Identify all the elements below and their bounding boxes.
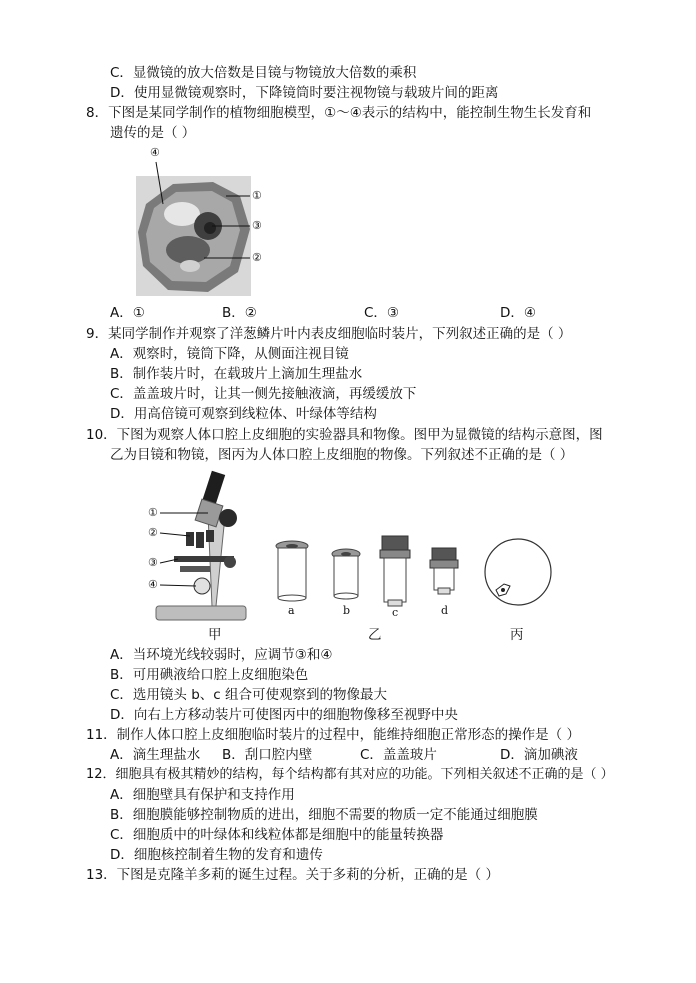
q7-option-d: D．使用显微镜观察时，下降镜筒时要注视物镜与载玻片间的距离 [110,85,499,101]
q11-option-c: C．盖盖玻片 [360,747,437,763]
microscope-label-3: ③ [148,556,158,569]
q8-stem-line1: 8．下图是某同学制作的植物细胞模型，①～④表示的结构中，能控制生物生长发育和 [86,105,592,121]
q8-option-c: C．③ [364,305,400,321]
q8-option-b: B．② [222,305,257,321]
q7-option-c: C．显微镜的放大倍数是目镜与物镜放大倍数的乘积 [110,65,417,81]
cell-label-1: ① [252,189,262,202]
q8-stem-line2: 遗传的是（ ） [110,125,196,141]
q9-stem: 9．某同学制作并观察了洋葱鳞片叶内表皮细胞临时装片，下列叙述正确的是（ ） [86,326,572,342]
microscope-image [146,466,256,626]
lens-label-c: c [392,606,399,619]
microscope-label-2: ② [148,526,158,539]
figure-caption-yi: 乙 [368,627,382,643]
q12-option-b: B．细胞膜能够控制物质的进出，细胞不需要的物质一定不能通过细胞膜 [110,807,538,823]
q10-option-b: B．可用碘液给口腔上皮细胞染色 [110,667,309,683]
q8-option-d: D．④ [500,305,536,321]
q13-stem: 13．下图是克隆羊多莉的诞生过程。关于多莉的分析，正确的是（ ） [86,867,499,883]
lens-label-b: b [343,604,351,617]
figure-caption-bing: 丙 [510,627,524,643]
q12-option-d: D．细胞核控制着生物的发育和遗传 [110,847,323,863]
q9-option-b: B．制作装片时，在载玻片上滴加生理盐水 [110,366,363,382]
cell-label-3: ③ [252,219,262,232]
lens-label-a: a [288,604,295,617]
figure-caption-jia: 甲 [208,627,222,643]
q11-option-d: D．滴加碘液 [500,747,578,763]
microscope-figure [146,466,256,626]
lens-label-d: d [441,604,449,617]
plant-cell-model-figure [128,144,278,300]
q9-option-d: D．用高倍镜可观察到线粒体、叶绿体等结构 [110,406,377,422]
q10-option-c: C．选用镜头 b、c 组合可使观察到的物像最大 [110,687,387,703]
field-of-view-figure [482,536,554,608]
q10-option-d: D．向右上方移动装片可使图丙中的细胞物像移至视野中央 [110,707,458,723]
q11-option-b: B．刮口腔内壁 [222,747,313,763]
cell-label-4: ④ [150,146,160,159]
q8-option-a: A．① [110,305,145,321]
q10-stem-line1: 10．下图为观察人体口腔上皮细胞的实验器具和物像。图甲为显微镜的结构示意图，图 [86,427,603,443]
q10-stem-line2: 乙为目镜和物镜，图丙为人体口腔上皮细胞的物像。下列叙述不正确的是（ ） [110,447,574,463]
microscope-label-1: ① [148,506,158,519]
q11-stem: 11．制作人体口腔上皮细胞临时装片的过程中，能维持细胞正常形态的操作是（ ） [86,727,580,743]
q9-option-c: C．盖盖玻片时，让其一侧先接触液滴，再缓缓放下 [110,386,417,402]
microscope-label-4: ④ [148,578,158,591]
cell-label-2: ② [252,251,262,264]
q12-option-a: A．细胞壁具有保护和支持作用 [110,787,295,803]
field-of-view-image [482,536,554,608]
q10-option-a: A．当环境光线较弱时，应调节③和④ [110,647,333,663]
q12-option-c: C．细胞质中的叶绿体和线粒体都是细胞中的能量转换器 [110,827,444,843]
q11-option-a: A．滴生理盐水 [110,747,201,763]
q12-stem: 12．细胞具有极其精妙的结构，每个结构都有其对应的功能。下列相关叙述不正确的是（ ） [86,767,614,782]
q9-option-a: A．观察时，镜筒下降，从侧面注视目镜 [110,346,349,362]
lenses-figure [272,530,472,620]
